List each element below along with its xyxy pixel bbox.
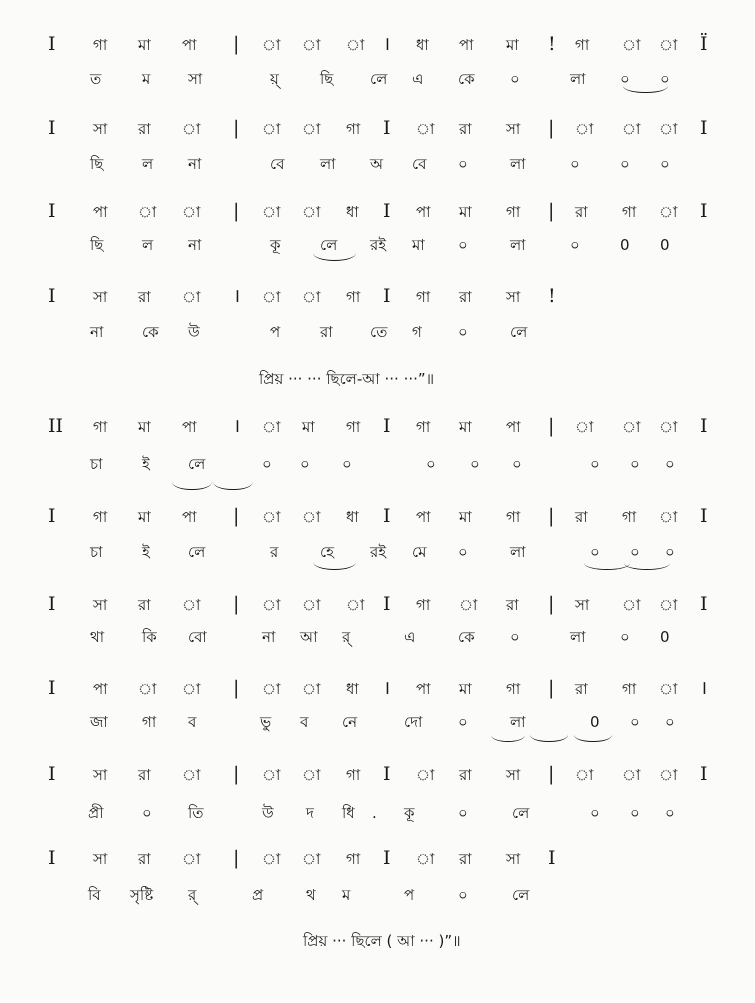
- lyric-syllable: লা: [570, 628, 586, 646]
- lyric-syllable: বো: [188, 628, 207, 646]
- swara-note: া: [659, 596, 678, 614]
- lyric-syllable: লে: [512, 886, 530, 904]
- lyric-syllable: এ: [404, 628, 416, 646]
- slur-mark: [624, 563, 670, 570]
- lyric-syllable: ই: [142, 543, 150, 561]
- bar-marker: !: [548, 33, 556, 55]
- lyric-syllable: ০: [510, 70, 520, 88]
- swara-note: গা: [575, 36, 590, 54]
- swara-note: সা: [93, 766, 108, 784]
- lyric-syllable: না: [262, 628, 276, 646]
- swara-note: সা: [93, 596, 108, 614]
- lyric-syllable: ০: [300, 455, 310, 473]
- swara-note: া: [262, 596, 281, 614]
- lyric-syllable: ০: [590, 543, 600, 561]
- swara-note: পা: [182, 36, 197, 54]
- lyric-syllable: ০: [512, 455, 522, 473]
- bar-marker: I: [700, 763, 708, 785]
- bar-marker: |: [233, 847, 240, 869]
- lyric-syllable: র্: [188, 886, 197, 904]
- lyric-syllable: ভু: [260, 713, 272, 731]
- bar-marker: I: [383, 505, 391, 527]
- swara-note: গা: [346, 766, 361, 784]
- swara-note: া: [262, 120, 281, 138]
- lyric-syllable: বে: [270, 155, 285, 173]
- slur-mark: [623, 86, 668, 93]
- slur-mark: [313, 253, 356, 261]
- lyric-syllable: চা: [90, 543, 103, 561]
- lyric-syllable: মা: [412, 236, 425, 254]
- lyric-syllable: না: [188, 236, 202, 254]
- swara-note: া: [416, 850, 435, 868]
- lyric-syllable: প্রী: [88, 804, 104, 822]
- swara-note: রা: [138, 120, 151, 138]
- swara-note: রা: [575, 508, 588, 526]
- bar-marker: ।: [383, 677, 391, 699]
- lyric-syllable: ০: [590, 455, 600, 473]
- swara-note: া: [302, 850, 321, 868]
- bar-marker: I: [48, 505, 56, 527]
- swara-note: া: [302, 36, 321, 54]
- lyric-syllable: ০: [458, 155, 468, 173]
- bar-marker: |: [233, 677, 240, 699]
- bar-marker: I: [383, 117, 391, 139]
- lyric-syllable: রই: [370, 543, 387, 561]
- swara-note: মা: [138, 508, 151, 526]
- lyric-syllable: ত: [90, 70, 102, 88]
- swara-note: া: [622, 120, 641, 138]
- lyric-syllable: লা: [510, 236, 526, 254]
- swara-note: সা: [93, 850, 108, 868]
- swara-note: গা: [93, 418, 108, 436]
- swara-note: া: [302, 508, 321, 526]
- lyric-syllable: ০: [630, 543, 640, 561]
- swara-note: গা: [346, 288, 361, 306]
- bar-marker: |: [548, 677, 555, 699]
- swara-note: রা: [459, 850, 472, 868]
- bar-marker: I: [548, 847, 556, 869]
- swara-note: রা: [138, 850, 151, 868]
- swara-note: গা: [416, 288, 431, 306]
- swara-note: া: [659, 203, 678, 221]
- lyric-syllable: ০: [570, 155, 580, 173]
- lyric-syllable: কে: [142, 323, 159, 341]
- bar-marker: I: [48, 117, 56, 139]
- swara-note: া: [659, 418, 678, 436]
- lyric-syllable: 0: [660, 628, 670, 646]
- lyric-syllable: ০: [630, 804, 640, 822]
- swara-note: মা: [459, 418, 472, 436]
- swara-note: া: [262, 508, 281, 526]
- lyric-syllable: এ: [412, 70, 424, 88]
- swara-note: রা: [575, 203, 588, 221]
- bar-marker: ।: [700, 677, 708, 699]
- swara-note: গা: [506, 680, 521, 698]
- swara-note: গা: [346, 120, 361, 138]
- bar-marker: |: [233, 33, 240, 55]
- swara-note: া: [138, 680, 157, 698]
- lyric-syllable: ০: [458, 543, 468, 561]
- bar-marker: I: [383, 200, 391, 222]
- bar-marker: I: [48, 677, 56, 699]
- bar-marker: Ï: [700, 33, 708, 55]
- swara-note: গা: [93, 36, 108, 54]
- bar-marker: I: [48, 763, 56, 785]
- lyric-syllable: কূ: [270, 236, 281, 254]
- swara-note: রা: [138, 596, 151, 614]
- swara-note: গা: [622, 203, 637, 221]
- lyric-syllable: আ: [300, 628, 318, 646]
- swara-note: সা: [506, 288, 521, 306]
- lyric-syllable: ০: [342, 455, 352, 473]
- lyric-syllable: ম: [142, 70, 151, 88]
- bar-marker: ।: [383, 33, 391, 55]
- swara-note: গা: [346, 418, 361, 436]
- lyric-syllable: র্: [342, 628, 351, 646]
- lyric-syllable: লা: [320, 155, 336, 173]
- swara-note: ধা: [416, 36, 429, 54]
- lyric-syllable: থা: [90, 628, 105, 646]
- lyric-syllable: ০: [426, 455, 436, 473]
- lyric-syllable: 0: [620, 236, 630, 254]
- swara-note: া: [659, 36, 678, 54]
- bar-marker: |: [233, 117, 240, 139]
- lyric-syllable: উ: [262, 804, 274, 822]
- bar-marker: |: [548, 763, 555, 785]
- lyric-syllable: চা: [90, 455, 103, 473]
- lyric-syllable: ০: [665, 713, 675, 731]
- lyric-syllable: লা: [510, 155, 526, 173]
- swara-note: া: [302, 120, 321, 138]
- swara-note: গা: [506, 203, 521, 221]
- lyric-syllable: .: [372, 804, 377, 822]
- lyric-syllable: ০: [590, 804, 600, 822]
- lyric-syllable: ই: [142, 455, 150, 473]
- swara-note: া: [302, 203, 321, 221]
- lyric-syllable: র: [270, 543, 279, 561]
- lyric-syllable: সৃষ্টি: [130, 886, 154, 904]
- lyric-syllable: ০: [665, 543, 675, 561]
- swara-note: মা: [138, 418, 151, 436]
- swara-note: া: [262, 36, 281, 54]
- swara-note: গা: [506, 508, 521, 526]
- swara-note: া: [182, 850, 201, 868]
- bar-marker: II: [48, 415, 64, 437]
- bar-marker: I: [48, 847, 56, 869]
- lyric-syllable: ০: [570, 236, 580, 254]
- lyric-syllable: প্র: [252, 886, 264, 904]
- lyric-syllable: ব: [188, 713, 197, 731]
- swara-note: মা: [506, 36, 519, 54]
- swara-note: মা: [302, 418, 315, 436]
- lyric-syllable: লে: [512, 804, 530, 822]
- bar-marker: I: [700, 117, 708, 139]
- swara-note: গা: [346, 850, 361, 868]
- swara-note: া: [622, 766, 641, 784]
- slur-mark: [172, 482, 212, 490]
- lyric-syllable: উ: [188, 323, 200, 341]
- swara-note: পা: [506, 418, 521, 436]
- lyric-syllable: ০: [510, 628, 520, 646]
- lyric-syllable: রা: [320, 323, 333, 341]
- bar-marker: I: [383, 763, 391, 785]
- swara-note: া: [262, 418, 281, 436]
- swara-note: সা: [506, 120, 521, 138]
- swara-note: া: [262, 766, 281, 784]
- lyric-syllable: লে: [188, 455, 206, 473]
- swara-note: া: [346, 596, 365, 614]
- swara-note: া: [182, 203, 201, 221]
- swara-note: গা: [622, 680, 637, 698]
- slur-mark: [313, 562, 356, 570]
- bar-marker: I: [48, 33, 56, 55]
- swara-note: া: [302, 680, 321, 698]
- bar-marker: ।: [233, 285, 241, 307]
- lyric-syllable: ০: [458, 323, 468, 341]
- swara-note: া: [659, 508, 678, 526]
- swara-note: পা: [182, 418, 197, 436]
- bar-marker: I: [48, 200, 56, 222]
- swara-note: া: [302, 766, 321, 784]
- swara-note: গা: [622, 508, 637, 526]
- lyric-syllable: কি: [142, 628, 157, 646]
- swara-note: সা: [506, 766, 521, 784]
- lyric-syllable: গা: [142, 713, 157, 731]
- lyric-syllable: ছি: [320, 70, 334, 88]
- swara-note: া: [182, 288, 201, 306]
- swara-note: া: [302, 596, 321, 614]
- swara-note: ধা: [346, 508, 359, 526]
- lyric-syllable: ০: [660, 70, 670, 88]
- lyric-syllable: লা: [570, 70, 586, 88]
- swara-note: া: [659, 120, 678, 138]
- swara-note: গা: [416, 596, 431, 614]
- swara-note: মা: [459, 508, 472, 526]
- lyric-syllable: ০: [470, 455, 480, 473]
- swara-note: া: [262, 288, 281, 306]
- lyric-syllable: না: [90, 323, 104, 341]
- lyric-syllable: ০: [665, 455, 675, 473]
- swara-note: রা: [459, 288, 472, 306]
- swara-note: রা: [506, 596, 519, 614]
- swara-note: সা: [575, 596, 590, 614]
- slur-mark: [491, 735, 525, 742]
- lyric-syllable: ০: [660, 155, 670, 173]
- lyric-syllable: থ: [306, 886, 316, 904]
- bar-marker: |: [548, 200, 555, 222]
- bar-marker: |: [233, 593, 240, 615]
- swara-note: া: [575, 120, 594, 138]
- lyric-syllable: ০: [665, 804, 675, 822]
- bar-marker: I: [383, 593, 391, 615]
- swara-note: া: [575, 766, 594, 784]
- lyric-syllable: দ: [306, 804, 314, 822]
- lyric-syllable: দো: [404, 713, 423, 731]
- swara-note: রা: [459, 766, 472, 784]
- swara-note: পা: [93, 203, 108, 221]
- lyric-syllable: ০: [142, 804, 152, 822]
- lyric-syllable: ছি: [90, 236, 104, 254]
- lyric-syllable: ০: [458, 804, 468, 822]
- swara-note: মা: [138, 36, 151, 54]
- swara-note: পা: [416, 203, 431, 221]
- swara-note: সা: [506, 850, 521, 868]
- swara-note: ধা: [346, 680, 359, 698]
- lyric-syllable: প: [404, 886, 415, 904]
- lyric-syllable: প: [270, 323, 281, 341]
- lyric-syllable: 0: [590, 713, 600, 731]
- lyric-syllable: ০: [620, 628, 630, 646]
- swara-note: রা: [138, 288, 151, 306]
- lyric-syllable: বে: [412, 155, 427, 173]
- bar-marker: I: [383, 285, 391, 307]
- lyric-syllable: হে: [320, 543, 334, 561]
- caption-refrain-2: প্রিয় ··· ছিলে ( আ ··· )”॥: [303, 932, 461, 950]
- slur-mark: [574, 735, 612, 742]
- lyric-syllable: ০: [620, 70, 630, 88]
- swara-note: গা: [93, 508, 108, 526]
- lyric-syllable: অ: [370, 155, 383, 173]
- slur-mark: [584, 563, 630, 570]
- lyric-syllable: নে: [342, 713, 358, 731]
- bar-marker: I: [383, 415, 391, 437]
- lyric-syllable: মে: [412, 543, 427, 561]
- caption-refrain-1: প্রিয় ··· ··· ছিলে-আ ··· ···”॥: [259, 370, 435, 388]
- lyric-syllable: ল: [142, 155, 154, 173]
- swara-note: া: [622, 36, 641, 54]
- lyric-syllable: ০: [630, 713, 640, 731]
- swara-note: গা: [416, 418, 431, 436]
- swara-note: মা: [459, 680, 472, 698]
- swara-note: া: [659, 680, 678, 698]
- lyric-syllable: ব: [300, 713, 309, 731]
- swara-note: রা: [459, 120, 472, 138]
- swara-note: া: [575, 418, 594, 436]
- swara-note: মা: [459, 203, 472, 221]
- swara-note: পা: [459, 36, 474, 54]
- bar-marker: |: [548, 505, 555, 527]
- swara-note: পা: [93, 680, 108, 698]
- lyric-syllable: কূ: [404, 804, 415, 822]
- swara-note: া: [182, 680, 201, 698]
- lyric-syllable: রই: [370, 236, 387, 254]
- swara-note: সা: [93, 288, 108, 306]
- lyric-syllable: ০: [630, 455, 640, 473]
- swara-note: পা: [416, 508, 431, 526]
- lyric-syllable: লে: [510, 323, 528, 341]
- lyric-syllable: কে: [458, 70, 475, 88]
- swara-note: া: [138, 203, 157, 221]
- bar-marker: !: [548, 285, 556, 307]
- lyric-syllable: লে: [320, 236, 338, 254]
- lyric-syllable: ০: [262, 455, 272, 473]
- lyric-syllable: ধি: [342, 804, 355, 822]
- bar-marker: I: [48, 593, 56, 615]
- lyric-syllable: ০: [458, 886, 468, 904]
- swara-note: া: [346, 36, 365, 54]
- lyric-syllable: ল: [142, 236, 154, 254]
- lyric-syllable: লা: [510, 543, 526, 561]
- lyric-syllable: কে: [458, 628, 475, 646]
- lyric-syllable: জা: [90, 713, 108, 731]
- lyric-syllable: ০: [458, 236, 468, 254]
- swara-note: া: [459, 596, 478, 614]
- slur-mark: [213, 482, 253, 490]
- swara-note: া: [182, 766, 201, 784]
- swara-note: া: [262, 203, 281, 221]
- lyric-syllable: 0: [660, 236, 670, 254]
- bar-marker: |: [233, 505, 240, 527]
- lyric-syllable: য়্: [270, 70, 279, 88]
- lyric-syllable: ছি: [90, 155, 104, 173]
- bar-marker: I: [700, 200, 708, 222]
- swara-note: সা: [93, 120, 108, 138]
- bar-marker: I: [48, 285, 56, 307]
- swara-note: া: [659, 766, 678, 784]
- swara-note: া: [262, 680, 281, 698]
- lyric-syllable: ০: [620, 155, 630, 173]
- bar-marker: I: [700, 593, 708, 615]
- bar-marker: I: [700, 415, 708, 437]
- lyric-syllable: লে: [370, 70, 388, 88]
- bar-marker: |: [548, 415, 555, 437]
- swara-note: রা: [138, 766, 151, 784]
- swara-note: া: [182, 596, 201, 614]
- swara-note: ধা: [346, 203, 359, 221]
- bar-marker: ।: [233, 415, 241, 437]
- swara-note: া: [622, 596, 641, 614]
- swara-note: া: [182, 120, 201, 138]
- swara-note: রা: [575, 680, 588, 698]
- lyric-syllable: তি: [188, 804, 204, 822]
- bar-marker: |: [233, 200, 240, 222]
- lyric-syllable: বি: [88, 886, 101, 904]
- bar-marker: |: [233, 763, 240, 785]
- bar-marker: I: [383, 847, 391, 869]
- bar-marker: |: [548, 117, 555, 139]
- swara-note: া: [262, 850, 281, 868]
- lyric-syllable: ০: [458, 713, 468, 731]
- lyric-syllable: তে: [370, 323, 388, 341]
- lyric-syllable: ম: [342, 886, 351, 904]
- bar-marker: |: [548, 593, 555, 615]
- swara-note: া: [416, 120, 435, 138]
- swara-note: া: [622, 418, 641, 436]
- swara-note: পা: [182, 508, 197, 526]
- slur-mark: [530, 735, 568, 742]
- lyric-syllable: সা: [188, 70, 203, 88]
- lyric-syllable: না: [188, 155, 202, 173]
- swara-note: পা: [416, 680, 431, 698]
- swara-note: া: [302, 288, 321, 306]
- swara-note: া: [416, 766, 435, 784]
- bar-marker: I: [700, 505, 708, 527]
- lyric-syllable: গ: [412, 323, 422, 341]
- lyric-syllable: লে: [188, 543, 206, 561]
- lyric-syllable: লা: [510, 713, 526, 731]
